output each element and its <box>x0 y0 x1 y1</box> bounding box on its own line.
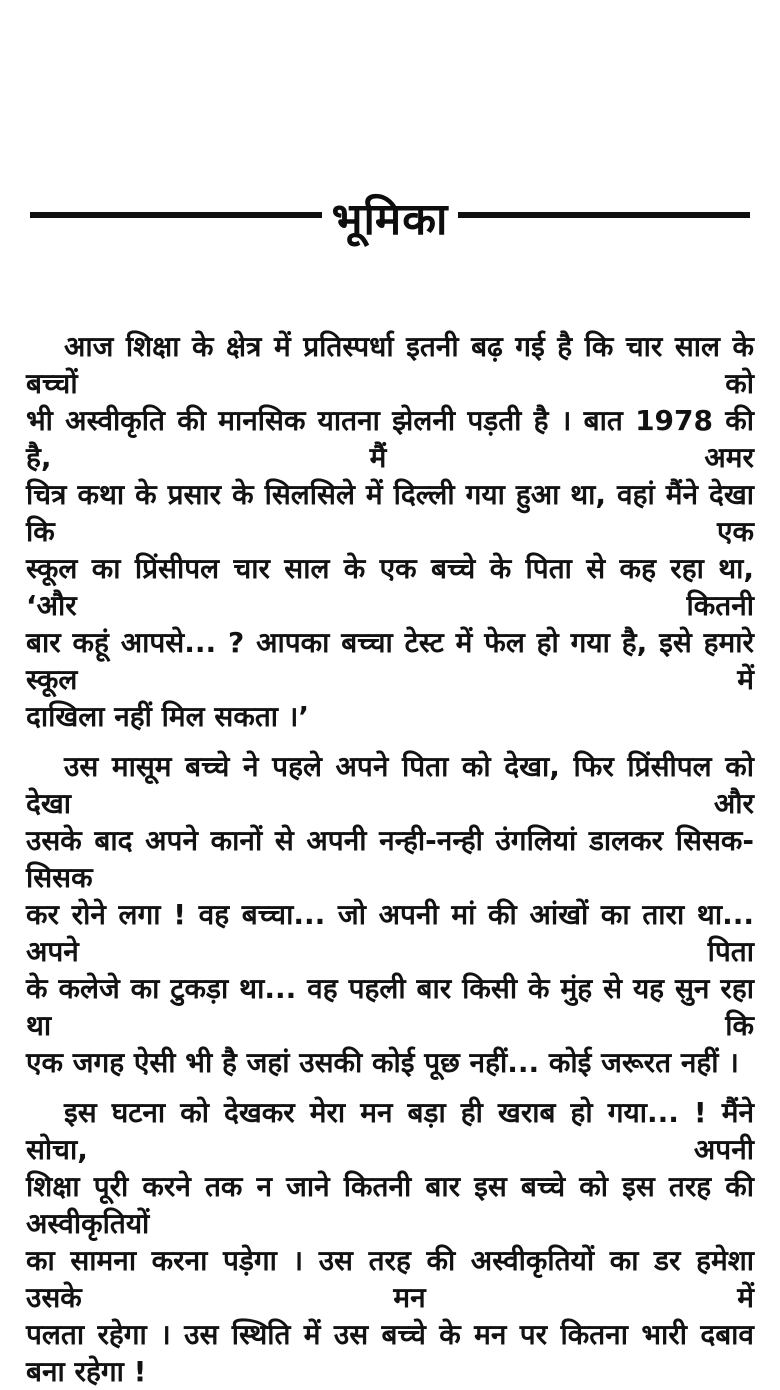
text-line: आज शिक्षा के क्षेत्र में प्रतिस्पर्धा इतनी बढ़ गई है कि चार साल के बच्चों को <box>26 330 754 401</box>
page-title: भूमिका <box>331 194 449 245</box>
text-line: इस घटना को देखकर मेरा मन बड़ा ही खराब हो गया... ! मैंने सोचा, अपनी <box>26 1096 754 1167</box>
text-line: उसके बाद अपने कानों से अपनी नन्ही-नन्ही उंगलियां डालकर सिसक-सिसक <box>26 824 754 895</box>
paragraph <box>26 1094 754 1390</box>
text-line: स्कूल का प्रिंसीपल चार साल के एक बच्चे के पिता से कह रहा था, ‘और कितनी <box>26 552 754 623</box>
chapter-heading <box>30 196 750 244</box>
text-line: दाखिला नहीं मिल सकता ।’ <box>26 700 310 734</box>
text-line: बार कहूं आपसे... ? आपका बच्चा टेस्ट में फेल हो गया है, इसे हमारे स्कूल में <box>26 626 754 697</box>
heading-rule-left <box>30 212 322 218</box>
heading-rule-right <box>458 212 750 218</box>
body-text <box>26 328 754 1390</box>
text-line: के कलेजे का टुकड़ा था... वह पहली बार किसी के मुंह से यह सुन रहा था कि <box>26 972 754 1043</box>
text-line: उस मासूम बच्चे ने पहले अपने पिता को देखा, फिर प्रिंसीपल को देखा और <box>26 750 754 821</box>
text-line: चित्र कथा के प्रसार के सिलसिले में दिल्ली गया हुआ था, वहां मैंने देखा कि एक <box>26 478 754 549</box>
paragraph <box>26 328 754 735</box>
text-line: पलता रहेगा । उस स्थिति में उस बच्चे के मन पर कितना भारी दबाव बना रहेगा ! <box>26 1318 754 1389</box>
text-line: एक जगह ऐसी भी है जहां उसकी कोई पूछ नहीं... कोई जरूरत नहीं । <box>26 1046 739 1080</box>
text-line: का सामना करना पड़ेगा । उस तरह की अस्वीकृतियों का डर हमेशा उसके मन में <box>26 1244 754 1315</box>
text-line: शिक्षा पूरी करने तक न जाने कितनी बार इस बच्चे को इस तरह की अस्वीकृतियों <box>26 1170 754 1241</box>
text-line: कर रोने लगा ! वह बच्चा... जो अपनी मां की आंखों का तारा था... अपने पिता <box>26 898 754 969</box>
paragraph <box>26 748 754 1081</box>
text-line: भी अस्वीकृति की मानसिक यातना झेलनी पड़ती है । बात 1978 की है, मैं अमर <box>26 404 754 475</box>
